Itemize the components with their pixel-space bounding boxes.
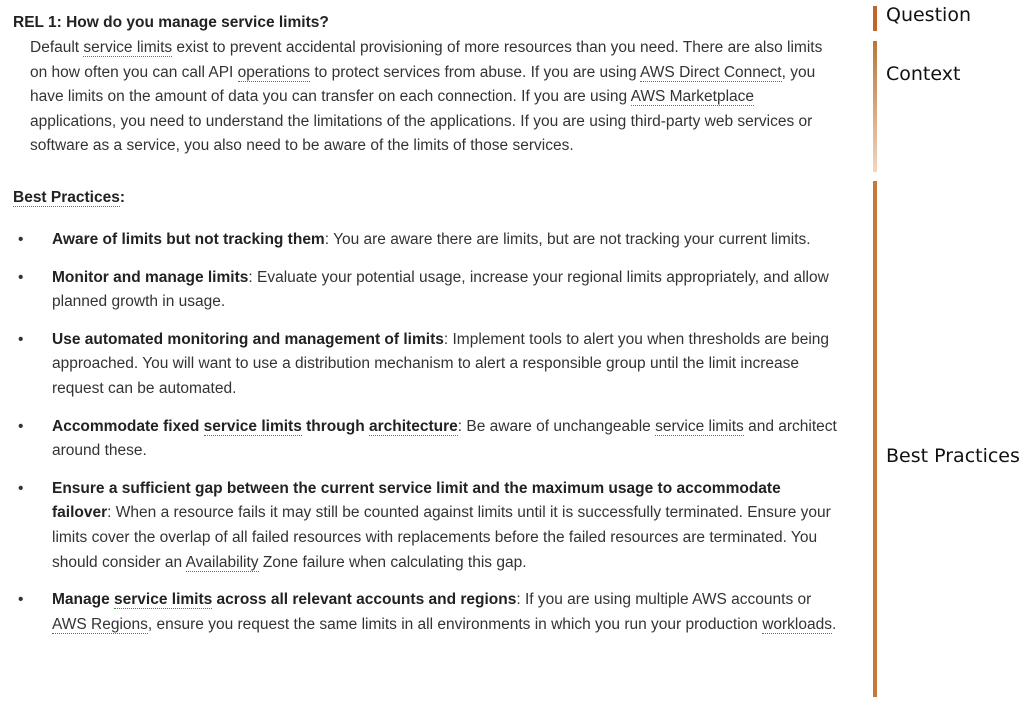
best-practice-item [13, 477, 843, 575]
bullet-icon: • [18, 330, 24, 348]
text-span: Manage [52, 591, 115, 609]
glossary-link[interactable]: service limits [655, 417, 744, 435]
text-span: When a resource fails it may still be counted against limits until it is successfully terminated. Ensure your limits cover the overlap of all failed resources with replacements before the failed resources are terminated. You should consider an [52, 504, 831, 571]
text-span: . [831, 615, 837, 633]
text-span: exist to prevent accidental provisioning of more resources than you need. There are also limits on how often you can call API [30, 39, 823, 81]
best-practice-title [52, 418, 458, 436]
best-practices-list [13, 228, 843, 637]
best-practices-bar [873, 181, 877, 697]
text-span: You are aware there are limits, but are not tracking your current limits. [333, 231, 811, 248]
best-practices-heading-colon: : [119, 189, 126, 206]
best-practice-item [13, 266, 843, 315]
best-practices-side-label: Best Practices [886, 445, 1020, 467]
question-side-label: Question [886, 4, 971, 26]
best-practice-item [13, 588, 843, 637]
bullet-icon: • [18, 231, 24, 248]
text-span: through [301, 417, 369, 435]
title-separator: : [107, 504, 116, 522]
best-practice-description [52, 504, 831, 571]
text-span: , you have limits on the amount of data you can transfer on each connection. If you are using [30, 63, 816, 106]
text-span: to protect services from abuse. If you are using [310, 63, 641, 81]
best-practice-title [52, 591, 516, 609]
text-span: Evaluate your potential usage, increase your regional limits appropriately, and allow planned growth in usage. [52, 268, 829, 311]
bullet-icon: • [18, 268, 24, 286]
text-span: Use automated monitoring and management of limits [52, 330, 444, 348]
glossary-link[interactable]: AWS Direct Connect [640, 63, 782, 81]
best-practices-heading [13, 189, 125, 207]
best-practice-title [52, 331, 444, 348]
text-span: If you are using multiple AWS accounts or [524, 591, 812, 609]
glossary-link[interactable]: operations [237, 63, 311, 81]
bullet-icon: • [18, 479, 24, 497]
context-side-label: Context [886, 63, 961, 85]
text-span: Zone failure when calculating this gap. [258, 553, 527, 571]
best-practice-item [13, 415, 843, 464]
question-bar [873, 6, 877, 31]
glossary-link[interactable]: architecture [369, 417, 458, 435]
glossary-link[interactable]: service limits [203, 417, 302, 435]
bullet-icon: • [18, 591, 24, 609]
question-title: REL 1: How do you manage service limits? [13, 14, 329, 31]
glossary-link[interactable]: workloads [762, 615, 832, 633]
title-separator: : [457, 417, 467, 435]
context-bar [873, 41, 877, 172]
question-context [30, 36, 842, 159]
text-span: Monitor and manage limits [52, 268, 249, 286]
best-practice-title [52, 231, 325, 248]
text-span: Accommodate fixed [52, 417, 204, 435]
title-separator: : [324, 231, 334, 248]
glossary-link[interactable]: AWS Regions [52, 615, 148, 633]
glossary-link[interactable]: Availability [185, 553, 259, 571]
text-span: Implement tools to alert you when thresholds are being approached. You will want to use a distribution mechanism to alert a responsible group until the limit increase request can be automated. [52, 330, 830, 397]
text-span: and architect around these. [52, 417, 837, 460]
text-span: Aware of limits but not tracking them [52, 231, 325, 248]
glossary-link[interactable]: service limits [114, 591, 213, 609]
best-practice-item [13, 228, 843, 253]
best-practice-description [333, 231, 811, 248]
glossary-link[interactable]: service limits [83, 39, 173, 56]
text-span: , ensure you request the same limits in all environments in which you run your production [147, 615, 763, 633]
title-separator: : [248, 268, 257, 286]
glossary-link[interactable]: AWS Marketplace [630, 88, 755, 106]
text-span: across all relevant accounts and regions [212, 591, 517, 609]
text-span: Be aware of unchangeable [466, 417, 656, 435]
best-practices-heading-text: Best Practices [13, 189, 120, 206]
best-practice-item [13, 328, 843, 402]
title-separator: : [443, 330, 453, 348]
title-separator: : [516, 591, 525, 609]
text-span: Ensure a sufficient gap between the current service limit and the maximum usage to accommodate failover [52, 479, 781, 522]
text-span: Default [30, 39, 84, 56]
text-span: applications, you need to understand the limitations of the applications. If you are using third-party web services or software as a service, you also need to be aware of the limits of those services. [30, 112, 813, 155]
bullet-icon: • [18, 417, 24, 435]
best-practice-title [52, 269, 248, 286]
